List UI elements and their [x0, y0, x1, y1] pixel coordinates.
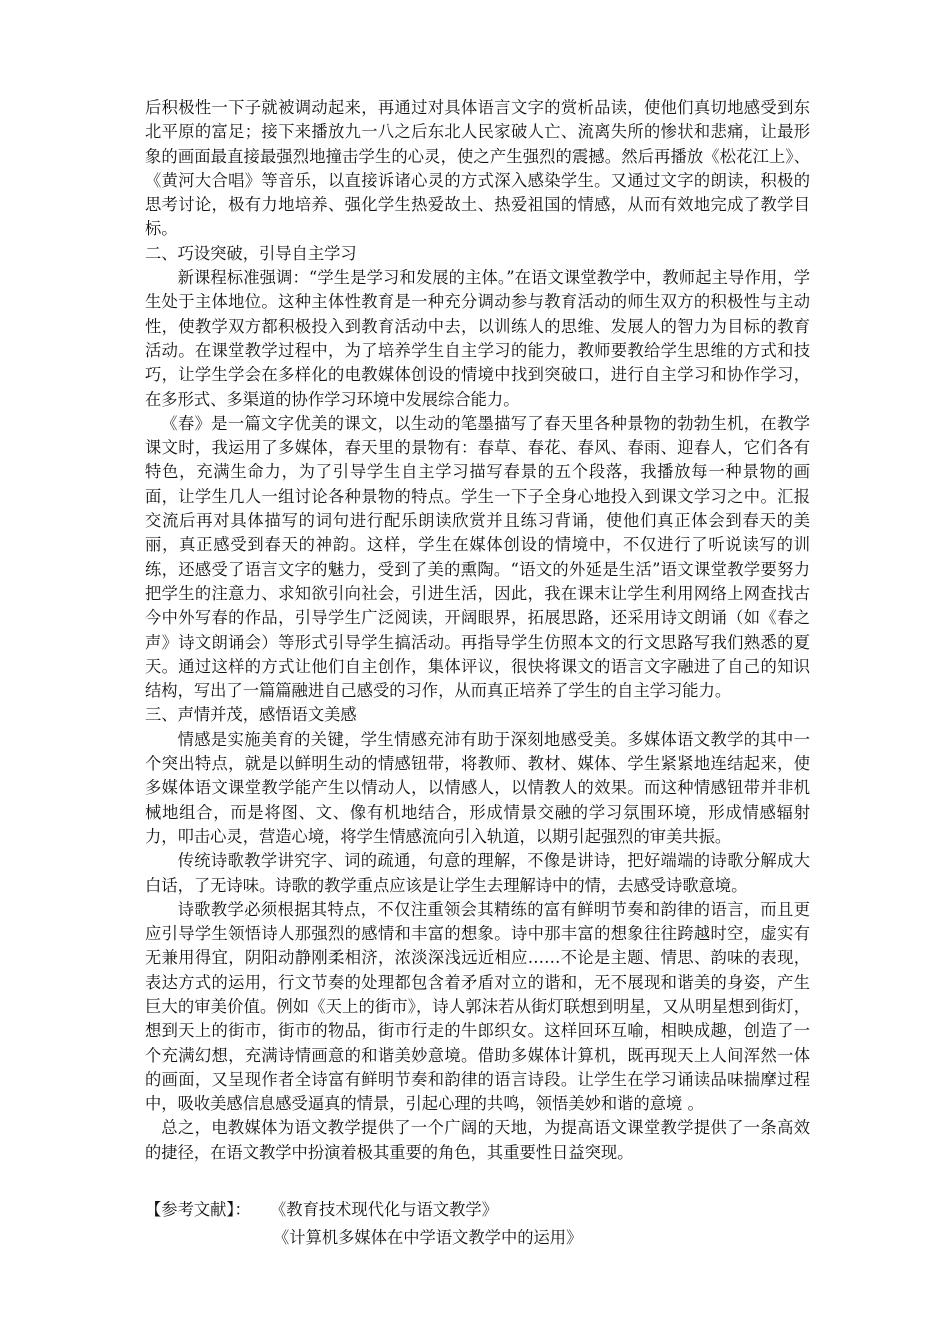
- paragraph-emotion: 情感是实施美育的关键，学生情感充沛有助于深刻地感受美。多媒体语文教学的其中一个突出特点，就是以鲜明生动的情感钮带，将教师、教材、媒体、学生紧紧地连结起来，使多媒体语文课堂教学能产生以情动人，以情感人，以情教人的效果。而这种情感钮带并非机械地组合，而是将图、文、像有机地结合，形成情景交融的学习氛围环境，形成情感辐射力，叩击心灵，营造心境，将学生情感流向引入轨道，以期引起强烈的审美共振。: [145, 729, 810, 846]
- paragraph-poetry-teaching: 诗歌教学必须根据其特点，不仅注重领会其精练的富有鲜明节奏和韵律的语言，而且更应引导学生领悟诗人那强烈的感情和丰富的想象。诗中那丰富的想象往往跨越时空，虚实有无兼用得宜，阴阳动静刚柔相济，浓淡深浅远近相应……不论是主题、情思、韵味的表现，表达方式的运用，行文节奏的处理都包含着矛盾对立的谐和，无不展现和谐美的身姿，产生巨大的审美价值。例如《天上的街市》，诗人郭沫若从街灯联想到明星，又从明星想到街灯，想到天上的街市，街市的物品，街市行走的牛郎织女。这样回环互喻，相映成趣，创造了一个充满幻想，充满诗情画意的和谐美妙意境。借助多媒体计算机，既再现天上人间浑然一体的画面，又呈现作者全诗富有鲜明节奏和韵律的语言诗段。让学生在学习诵读品味揣摩过程中，吸收美感信息感受逼真的情景，引起心理的共鸣，领悟美妙和谐的意境 。: [145, 899, 810, 1114]
- references-section: [145, 1196, 810, 1252]
- paragraph-spring-lesson: 《春》是一篇文字优美的课文，以生动的笔墨描写了春天里各种景物的勃勃生机，在教学课文时，我运用了多媒体，春天里的景物有：春草、春花、春风、春雨、迎春人，它们各有特色，充满生命力，为了引导学生自主学习描写春景的五个段落，我播放每一种景物的画面，让学生几人一组讨论各种景物的特点。学生一下子全身心地投入到课文学习之中。汇报交流后再对具体描写的词句进行配乐朗读欣赏并且练习背诵，使他们真正体会到春天的美丽，真正感受到春天的神韵。这样，学生在媒体创设的情境中，不仅进行了听说读写的训练，还感受了语言文字的魅力，受到了美的熏陶。“语文的外延是生活”语文课堂教学要努力把学生的注意力、求知欲引向社会，引进生活，因此，我在课末让学生利用网络上网查找古今中外写春的作品，引导学生广泛阅读，开阔眼界，拓展思路，还采用诗文朗诵（如《春之声》诗文朗诵会）等形式引导学生搞活动。再指导学生仿照本文的行文思路写我们熟悉的夏天。通过这样的方式让他们自主创作，集体评议，很快将课文的语言文字融进了自己的知识结构，写出了一篇篇融进自己感受的习作，从而真正培养了学生的自主学习能力。: [145, 413, 810, 701]
- section-heading-3: 三、声情并茂，感悟语文美感: [145, 705, 357, 725]
- paragraph-traditional-poetry: 传统诗歌教学讲究字、词的疏通，句意的理解，不像是讲诗，把好端端的诗歌分解成大白话，了无诗味。诗歌的教学重点应该是让学生去理解诗中的情，去感受诗歌意境。: [145, 851, 810, 895]
- paragraph-intro: 后积极性一下子就被调动起来，再通过对具体语言文字的赏析品读，使他们真切地感受到东北平原的富足；接下来播放九一八之后东北人民家破人亡、流离失所的惨状和悲痛，让最形象的画面最直接最强烈地撞击学生的心灵，使之产生强烈的震撼。然后再播放《松花江上》、《黄河大合唱》等音乐，以直接诉诸心灵的方式深入感染学生。又通过文字的朗读，积极的思考讨论，极有力地培养、强化学生热爱故土、热爱祖国的情感，从而有效地完成了教学目标。: [145, 98, 810, 239]
- reference-item: 《计算机多媒体在中学语文教学中的运用》: [273, 1228, 583, 1247]
- references-label: 【参考文献】：: [145, 1200, 251, 1219]
- document-body: [145, 96, 810, 1165]
- reference-item: 《教育技术现代化与语文教学》: [270, 1200, 498, 1219]
- paragraph-summary: 总之，电教媒体为语文教学提供了一个广阔的天地，为提高语文课堂教学提供了一条高效的捷径，在语文教学中扮演着极其重要的角色，其重要性日益突现。: [145, 1118, 810, 1162]
- paragraph-new-curriculum: 新课程标准强调：“学生是学习和发展的主体。”在语文课堂教学中，教师起主导作用，学生处于主体地位。这种主体性教育是一种充分调动参与教育活动的师生双方的积极性与主动性，使教学双方都积极投入到教育活动中去，以训练人的思维、发展人的智力为目标的教育活动。在课堂教学过程中，为了培养学生自主学习的能力，教师要教给学生思维的方式和技巧，让学生学会在多样化的电教媒体创设的情境中找到突破口，进行自主学习和协作学习，在多形式、多渠道的协作学习环境中发展综合能力。: [145, 268, 810, 409]
- section-heading-2: 二、巧设突破，引导自主学习: [145, 243, 357, 263]
